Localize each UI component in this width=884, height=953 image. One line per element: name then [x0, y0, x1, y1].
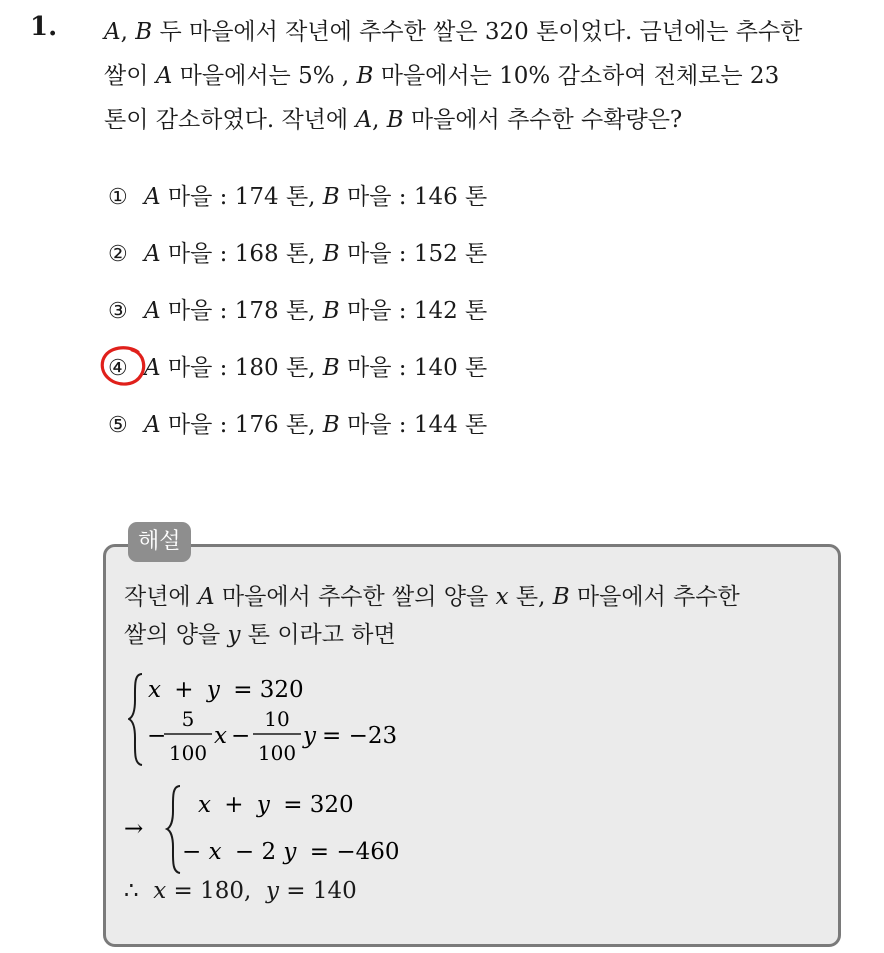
var-x: x	[495, 584, 509, 610]
var-b: B	[322, 412, 340, 438]
left-brace	[129, 674, 142, 765]
var-b: B	[322, 184, 340, 210]
svg-text:x + y = 320	[148, 677, 304, 703]
stem-text: 톤이 감소하였다. 작년에	[104, 107, 356, 133]
y-value: = 140	[278, 878, 357, 904]
frac-num-2: 10	[264, 707, 290, 731]
solution-text	[124, 578, 824, 654]
var-b: B	[322, 298, 340, 324]
var-y: y	[265, 878, 279, 904]
sol-text: 마을에서 추수한	[569, 584, 740, 610]
separator: ,	[372, 107, 387, 133]
choice-marker: ⑤	[108, 413, 128, 438]
choice-text: 마을 : 174 톤,	[160, 184, 323, 210]
eq-op: +	[174, 677, 194, 703]
choice-text: 마을 : 146 톤	[339, 184, 488, 210]
stem-text: 마을에서는 10% 감소하여 전체로는 23	[373, 63, 780, 89]
var-a: A	[144, 298, 161, 324]
choice-marker: ①	[108, 185, 128, 210]
conclusion	[124, 878, 357, 904]
question-line-2	[104, 54, 864, 98]
var-b: B	[552, 584, 570, 610]
choice-1[interactable]	[108, 178, 487, 235]
sol-text: 쌀의 양을	[124, 622, 228, 648]
var-a: A	[144, 355, 161, 381]
var-b: B	[322, 355, 340, 381]
var-b: B	[135, 19, 153, 45]
var-a: A	[144, 184, 161, 210]
choice-marker: ④	[108, 356, 128, 381]
var-a: A	[104, 19, 121, 45]
therefore-icon: ∴	[124, 878, 139, 904]
var-a: A	[144, 412, 161, 438]
stem-text: 마을에서 추수한 수확량은?	[403, 107, 683, 133]
equation-system-1	[128, 670, 428, 770]
solution-tag: 해설	[128, 522, 191, 562]
frac-den-1: 100	[168, 741, 208, 765]
stem-text: 마을에서는 5% ,	[172, 63, 357, 89]
eq-minus: −	[147, 723, 167, 749]
choice-2[interactable]	[108, 235, 487, 292]
eq-var-y: y	[303, 723, 316, 749]
solution-line-1	[124, 578, 824, 616]
var-b: B	[356, 63, 374, 89]
choice-text: 마을 : 144 톤	[339, 412, 488, 438]
eq-var-y: y	[283, 839, 297, 865]
var-a: A	[197, 584, 215, 610]
choice-text: 마을 : 168 톤,	[160, 241, 323, 267]
sol-text: 톤,	[508, 584, 553, 610]
var-a: A	[355, 107, 373, 133]
question-line-1	[104, 10, 864, 54]
eq-op: −	[231, 723, 251, 749]
var-b: B	[322, 241, 340, 267]
sol-text: 톤 이라고 하면	[240, 622, 396, 648]
eq-op: − 2	[234, 839, 277, 865]
stem-text: 두 마을에서 작년에 추수한 쌀은 320 톤이었다. 금년에는 추수한	[152, 19, 803, 45]
var-y: y	[227, 622, 241, 648]
var-a: A	[155, 63, 173, 89]
choice-marker: ②	[108, 242, 128, 267]
question-stem	[104, 10, 864, 142]
eq-var-x: x	[148, 677, 161, 703]
var-a: A	[144, 241, 161, 267]
choice-5[interactable]	[108, 406, 487, 463]
equation-system-2	[122, 782, 422, 878]
choice-3[interactable]	[108, 292, 487, 349]
left-brace	[167, 786, 180, 873]
var-x: x	[153, 878, 167, 904]
eq-minus: −	[182, 839, 202, 865]
svg-text:x + y = 320	[198, 792, 354, 818]
choice-text: 마을 : 178 톤,	[160, 298, 323, 324]
eq-var-x: x	[208, 839, 222, 865]
svg-text:− x − 2 y = −4	[182, 839, 400, 865]
choice-text: 마을 : 142 톤	[339, 298, 488, 324]
eq-op: +	[224, 792, 244, 818]
eq-rhs: = 320	[233, 677, 304, 703]
question-number: 1.	[30, 12, 58, 42]
stem-text: 쌀이	[104, 63, 156, 89]
x-value: = 180,	[166, 878, 252, 904]
choice-text: 마을 : 180 톤,	[160, 355, 323, 381]
choice-marker: ③	[108, 299, 128, 324]
frac-den-2: 100	[257, 741, 297, 765]
eq-var-x: x	[214, 723, 227, 749]
separator: ,	[120, 19, 136, 45]
frac-num-1: 5	[181, 707, 195, 731]
eq-var-x: x	[198, 792, 211, 818]
sol-text: 작년에	[124, 584, 198, 610]
choice-text: 마을 : 176 톤,	[160, 412, 323, 438]
var-b: B	[386, 107, 404, 133]
eq-rhs: = 320	[283, 792, 354, 818]
choice-text: 마을 : 152 톤	[339, 241, 488, 267]
eq-var-y: y	[256, 792, 270, 818]
eq-rhs: = −460	[309, 839, 400, 865]
solution-line-2	[124, 616, 824, 654]
choice-text: 마을 : 140 톤	[339, 355, 488, 381]
choice-list	[108, 178, 487, 463]
eq-rhs: = −23	[322, 723, 398, 749]
sol-text: 마을에서 추수한 쌀의 양을	[214, 584, 496, 610]
question-line-3	[104, 98, 864, 142]
arrow-icon: →	[124, 816, 144, 842]
choice-4[interactable]	[108, 349, 487, 406]
eq-var-y: y	[206, 677, 220, 703]
